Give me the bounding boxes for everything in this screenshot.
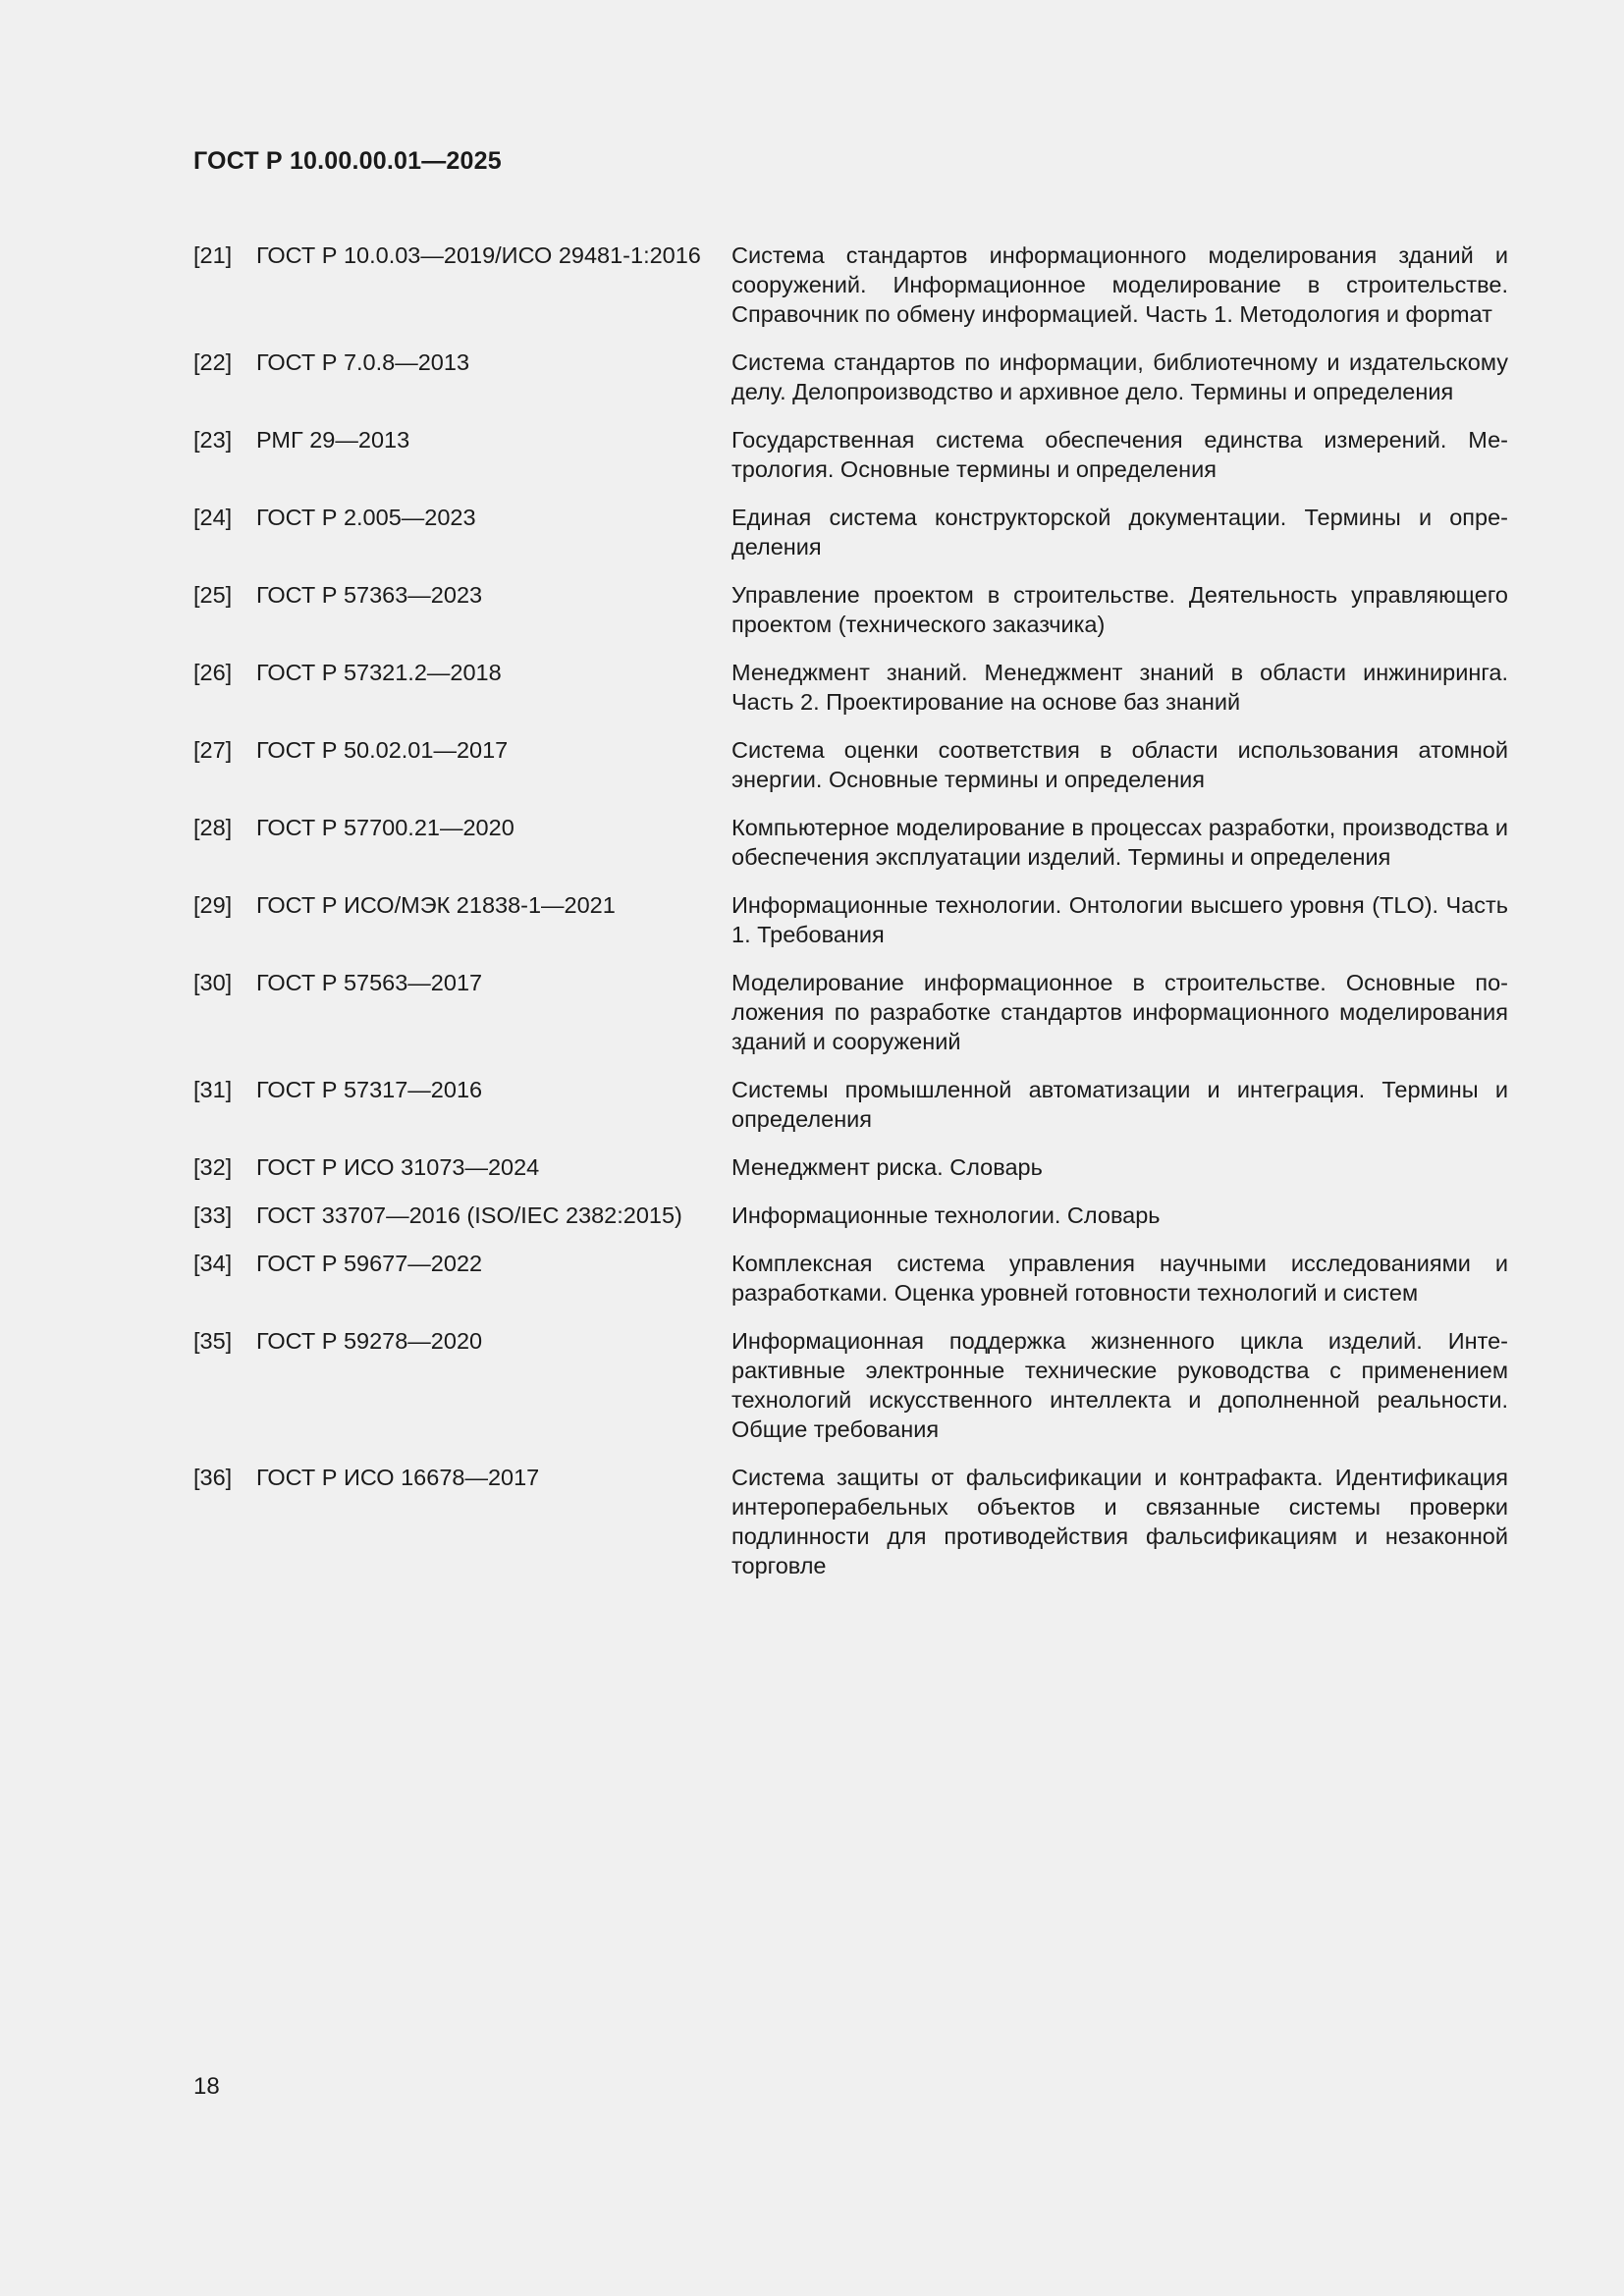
reference-number: [31]	[193, 1077, 233, 1102]
reference-number: [28]	[193, 815, 233, 840]
reference-number: [25]	[193, 582, 233, 608]
reference-item	[193, 1326, 1508, 1444]
reference-item	[193, 1463, 1508, 1580]
reference-title: Комплексная система управления научными исследованиями и разработками. Оценка уровней готовности технологий и систем	[731, 1251, 1508, 1306]
reference-number: [23]	[193, 427, 233, 453]
reference-code: ГОСТ Р 7.0.8—2013	[256, 349, 470, 375]
reference-item	[193, 1201, 1508, 1230]
reference-item	[193, 347, 1508, 406]
reference-code: ГОСТ Р 57563—2017	[256, 970, 483, 995]
reference-title: Компьютерное моделирование в процессах разработки, производства и обеспечения эксплуатации изделий. Термины и определения	[731, 815, 1508, 870]
reference-title: Информационные технологии. Онтологии высшего уровня (TLO). Часть 1. Требования	[731, 892, 1508, 947]
reference-title: Менеджмент риска. Словарь	[731, 1154, 1043, 1180]
reference-code: ГОСТ Р 2.005—2023	[256, 505, 476, 530]
reference-number: [35]	[193, 1328, 233, 1354]
reference-title: Информационные технологии. Словарь	[731, 1202, 1161, 1228]
reference-code: ГОСТ Р 59677—2022	[256, 1251, 483, 1276]
reference-title: Информационная поддержка жизненного цикла изделий. Интерактивные электронные технические руководства с применением технологий искусственного интеллекта и дополненной реальности. Общие требования	[731, 1328, 1508, 1442]
reference-item	[193, 240, 1508, 329]
reference-number: [27]	[193, 737, 233, 763]
reference-code: ГОСТ Р 50.02.01—2017	[256, 737, 509, 763]
reference-title: Система защиты от фальсификации и контрафакта. Идентификация интероперабельных объектов и связанные системы проверки подлинности для противодействия фальсификациям и незаконной торговле	[731, 1465, 1508, 1578]
reference-number: [33]	[193, 1202, 233, 1228]
reference-item	[193, 425, 1508, 484]
bibliography-list	[193, 240, 1508, 1599]
page-number: 18	[193, 2073, 220, 2100]
reference-number: [29]	[193, 892, 233, 918]
reference-item	[193, 968, 1508, 1056]
reference-item	[193, 658, 1508, 717]
reference-item	[193, 1249, 1508, 1308]
reference-item	[193, 890, 1508, 949]
reference-code: ГОСТ Р 57700.21—2020	[256, 815, 514, 840]
reference-number: [26]	[193, 660, 233, 685]
reference-item	[193, 580, 1508, 639]
reference-item	[193, 1075, 1508, 1134]
reference-item	[193, 1152, 1508, 1182]
reference-number: [30]	[193, 970, 233, 995]
reference-title: Система оценки соответствия в области использования атомной энергии. Основные термины и определения	[731, 737, 1508, 792]
reference-title: Менеджмент знаний. Менеджмент знаний в области инжиниринга. Часть 2. Проектирование на основе баз знаний	[731, 660, 1508, 715]
document-code-header: ГОСТ Р 10.00.00.01—2025	[193, 147, 502, 175]
reference-number: [34]	[193, 1251, 233, 1276]
reference-number: [22]	[193, 349, 233, 375]
reference-number: [24]	[193, 505, 233, 530]
reference-code: ГОСТ 33707—2016 (ISO/IEC 2382:2015)	[256, 1202, 682, 1228]
reference-title: Моделирование информационное в строительстве. Основные положения по разработке стандартов информационного моделирования зданий и сооружений	[731, 970, 1508, 1054]
reference-code: ГОСТ Р 57321.2—2018	[256, 660, 502, 685]
reference-title: Система стандартов информационного моделирования зданий и сооружений. Информационное моделирование в строительстве. Справочник по обмену информацией. Часть 1. Методология и форmат	[731, 242, 1508, 327]
reference-title: Единая система конструкторской документации. Термины и определения	[731, 505, 1508, 560]
reference-code: ГОСТ Р ИСО 31073—2024	[256, 1154, 540, 1180]
reference-number: [21]	[193, 242, 233, 268]
reference-code: ГОСТ Р 57317—2016	[256, 1077, 483, 1102]
reference-title: Государственная система обеспечения единства измерений. Метрология. Основные термины и определения	[731, 427, 1508, 482]
reference-code: РМГ 29—2013	[256, 427, 410, 453]
reference-item	[193, 735, 1508, 794]
reference-item	[193, 813, 1508, 872]
reference-title: Системы промышленной автоматизации и интеграция. Термины и определения	[731, 1077, 1508, 1132]
reference-code: ГОСТ Р ИСО 16678—2017	[256, 1465, 540, 1490]
reference-title: Управление проектом в строительстве. Деятельность управляющего проектом (технического заказчика)	[731, 582, 1508, 637]
reference-code: ГОСТ Р ИСО/МЭК 21838-1—2021	[256, 892, 616, 918]
reference-code: ГОСТ Р 59278—2020	[256, 1328, 483, 1354]
reference-code: ГОСТ Р 57363—2023	[256, 582, 483, 608]
reference-number: [36]	[193, 1465, 233, 1490]
reference-item	[193, 503, 1508, 561]
reference-code: ГОСТ Р 10.0.03—2019/ИСО 29481-1:2016	[256, 242, 701, 268]
reference-title: Система стандартов по информации, библиотечному и издательскому делу. Делопроизводство и архивное дело. Термины и определения	[731, 349, 1508, 404]
reference-number: [32]	[193, 1154, 233, 1180]
